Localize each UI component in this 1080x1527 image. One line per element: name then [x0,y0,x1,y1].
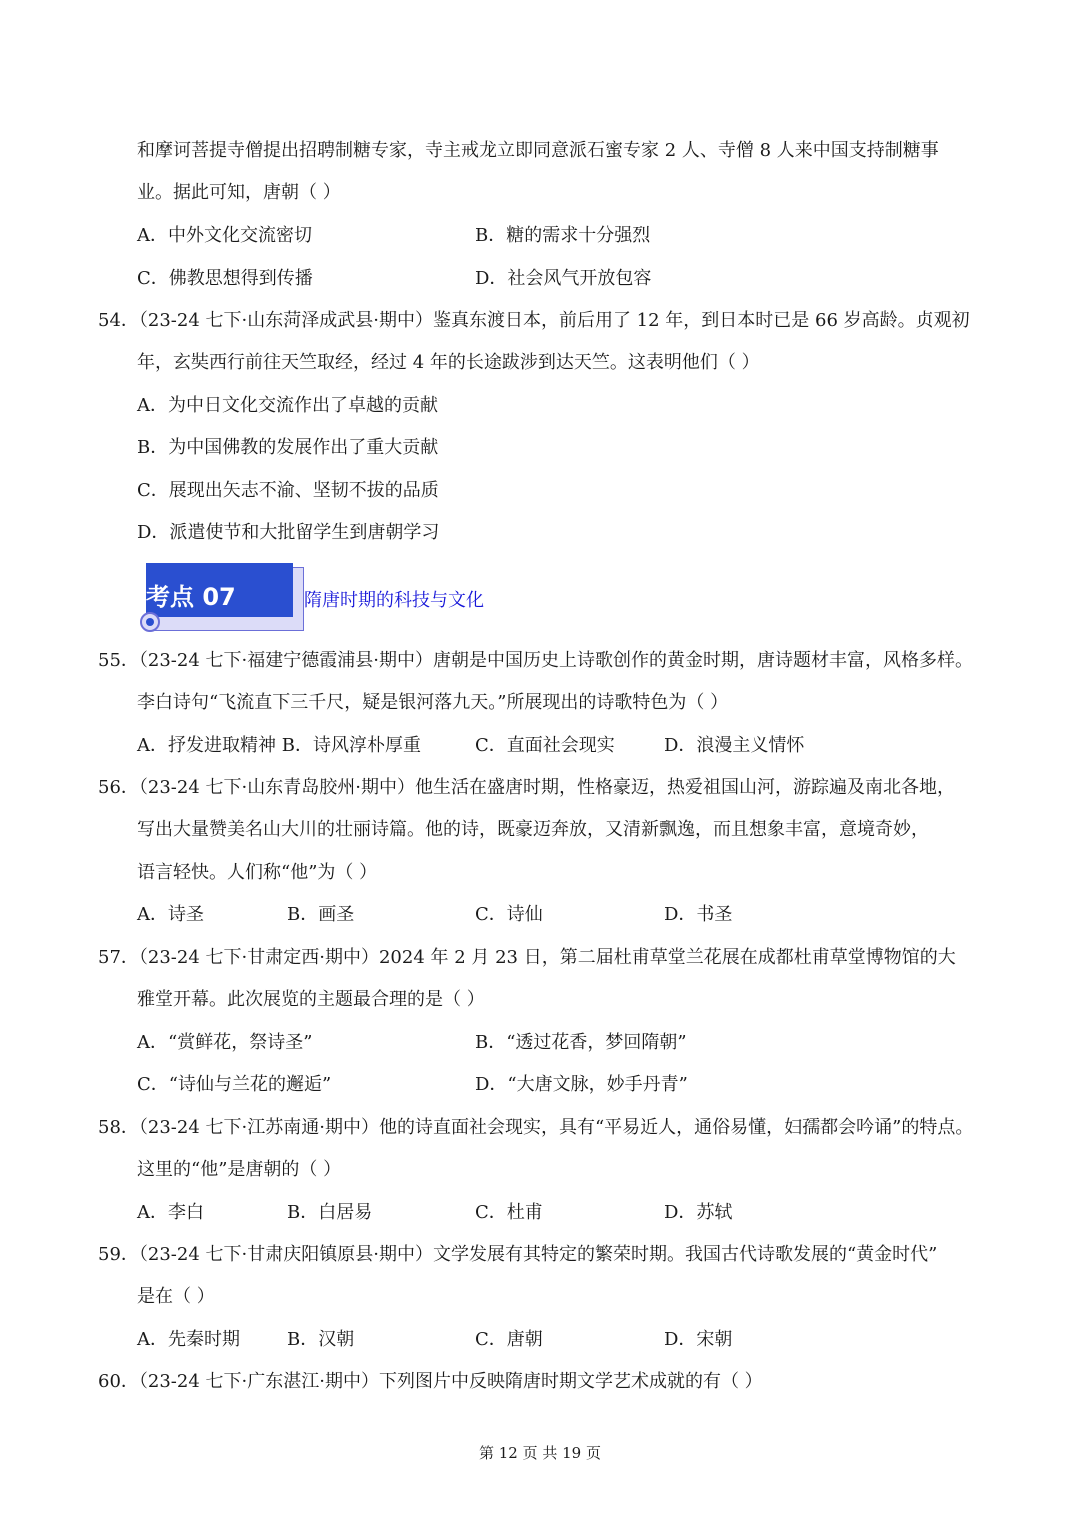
option-d: D．宋朝 [664,1329,733,1350]
option-c: C．杜甫 [475,1202,543,1223]
question-text: 李白诗句“飞流直下三千尺，疑是银河落九天。”所展现出的诗歌特色为（ ） [137,692,729,713]
badge-dot-icon [140,612,160,632]
option-a: A．先秦时期 [137,1329,240,1350]
question-text: 56．（23-24 七下·山东青岛胶州·期中）他生活在盛唐时期，性格豪迈，热爱祖国山河，游踪遍及南北各地， [98,777,955,798]
option-c: C．展现出矢志不渝、坚韧不拔的品质 [137,480,439,501]
option-d: D．社会风气开放包容 [475,268,652,289]
section-title: 隋唐时期的科技与文化 [304,590,484,611]
question-text: 是在（ ） [137,1286,215,1307]
question-text: 语言轻快。人们称“他”为（ ） [137,862,378,883]
option-ab: A．抒发进取精神 B．诗风淳朴厚重 [137,735,421,756]
option-c: C．唐朝 [475,1329,543,1350]
option-c: C．诗仙 [475,904,543,925]
question-text: 这里的“他”是唐朝的（ ） [137,1159,342,1180]
question-text: 写出大量赞美名山大川的壮丽诗篇。他的诗，既豪迈奔放，又清新飘逸，而且想象丰富，意境奇妙， [137,819,929,840]
option-c: C．直面社会现实 [475,735,615,756]
question-text: 55．（23-24 七下·福建宁德霞浦县·期中）唐朝是中国历史上诗歌创作的黄金时期，唐诗题材丰富，风格多样。 [98,650,973,671]
option-a: A．中外文化交流密切 [137,225,312,246]
option-b: B．为中国佛教的发展作出了重大贡献 [137,437,439,458]
option-d: D．浪漫主义情怀 [664,735,805,756]
question-text: 57．（23-24 七下·甘肃定西·期中）2024 年 2 月 23 日，第二届杜甫草堂兰花展在成都杜甫草堂博物馆的大 [98,947,956,968]
question-text: 58．（23-24 七下·江苏南通·期中）他的诗直面社会现实，具有“平易近人，通俗易懂，妇孺都会吟诵”的特点。 [98,1117,974,1138]
option-d: D．苏轼 [664,1202,733,1223]
option-a: A．“赏鲜花，祭诗圣” [137,1032,313,1053]
option-b: B．汉朝 [287,1329,355,1350]
option-b: B．糖的需求十分强烈 [475,225,651,246]
option-a: A．诗圣 [137,904,204,925]
question-text: 年，玄奘西行前往天竺取经，经过 4 年的长途跋涉到达天竺。这表明他们（ ） [137,352,760,373]
question-text: 54．（23-24 七下·山东菏泽成武县·期中）鉴真东渡日本，前后用了 12 年，到日本时已是 66 岁高龄。贞观初 [98,310,970,331]
section-badge [140,563,305,633]
option-d: D．派遣使节和大批留学生到唐朝学习 [137,522,440,543]
option-b: B．画圣 [287,904,355,925]
question-text: 59．（23-24 七下·甘肃庆阳镇原县·期中）文学发展有其特定的繁荣时期。我国古代诗歌发展的“黄金时代” [98,1244,938,1265]
option-c: C．佛教思想得到传播 [137,268,313,289]
question-text: 雅堂开幕。此次展览的主题最合理的是（ ） [137,989,485,1010]
page-footer: 第 12 页 共 19 页 [478,1444,601,1462]
option-b: B．白居易 [287,1202,373,1223]
option-a: A．李白 [137,1202,204,1223]
question-text: 业。据此可知，唐朝（ ） [137,182,341,203]
badge-label: 考点 07 [146,583,236,611]
option-a: A．为中日文化交流作出了卓越的贡献 [137,395,438,416]
question-text: 60．（23-24 七下·广东湛江·期中）下列图片中反映隋唐时期文学艺术成就的有（ ） [98,1371,763,1392]
option-d: D．书圣 [664,904,733,925]
option-d: D．“大唐文脉，妙手丹青” [475,1074,688,1095]
option-b: B．“透过花香，梦回隋朝” [475,1032,687,1053]
option-c: C．“诗仙与兰花的邂逅” [137,1074,332,1095]
question-text: 和摩诃菩提寺僧提出招聘制糖专家，寺主戒龙立即同意派石蜜专家 2 人、寺僧 8 人来中国支持制糖事 [137,140,939,161]
